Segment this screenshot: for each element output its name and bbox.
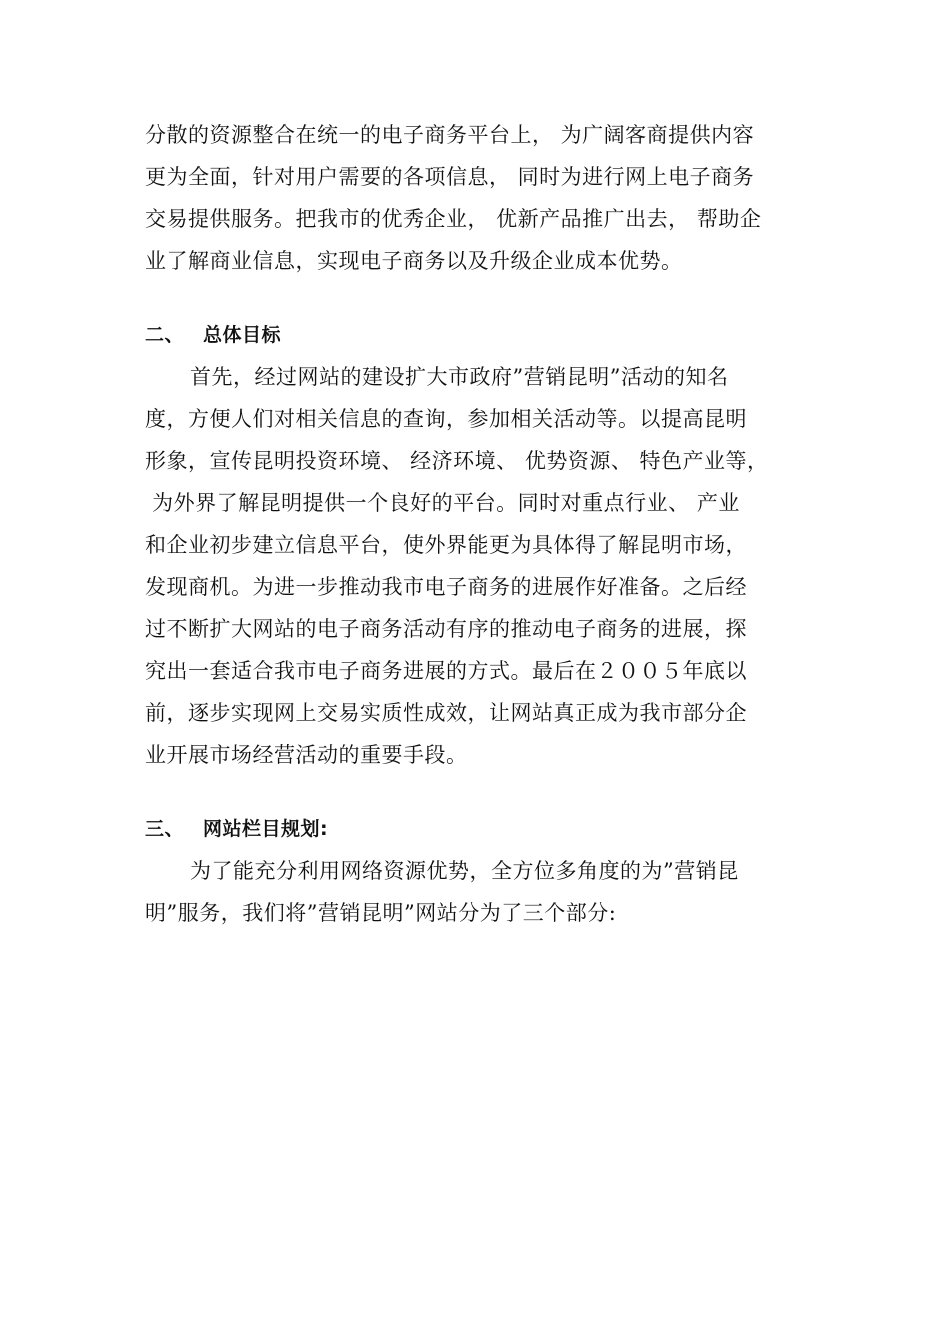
- paragraph-line: 业了解商业信息，实现电子商务以及升级企业成本优势。: [145, 249, 683, 273]
- paragraph-line: 为了能充分利用网络资源优势，全方位多角度的为”营销昆: [190, 859, 739, 883]
- paragraph-line: 究出一套适合我市电子商务进展的方式。最后在２００５年底以: [145, 659, 747, 683]
- section-heading: [145, 814, 825, 844]
- paragraph-line: 形象，宣传昆明投资环境、 经济环境、 优势资源、 特色产业等，: [145, 449, 769, 473]
- paragraph-line: 和企业初步建立信息平台，使外界能更为具体得了解昆明市场，: [145, 533, 747, 557]
- paragraph-line: 分散的资源整合在统一的电子商务平台上， 为广阔客商提供内容: [145, 123, 755, 147]
- section-title: 网站栏目规划:: [203, 818, 329, 840]
- section-number: 二、: [145, 324, 185, 346]
- section-title: 总体目标: [203, 324, 282, 346]
- paragraph-line: 首先，经过网站的建设扩大市政府”营销昆明”活动的知名: [190, 365, 729, 389]
- paragraph-line: 为外界了解昆明提供一个良好的平台。同时对重点行业、 产业: [145, 491, 740, 515]
- section-heading: [145, 320, 825, 350]
- paragraph-line: 业开展市场经营活动的重要手段。: [145, 743, 468, 767]
- paragraph-line: 发现商机。为进一步推动我市电子商务的进展作好准备。之后经: [145, 575, 747, 599]
- section-number: 三、: [145, 818, 185, 840]
- paragraph-line: 度，方便人们对相关信息的查询，参加相关活动等。以提高昆明: [145, 407, 747, 431]
- paragraph-line: 更为全面，针对用户需要的各项信息， 同时为进行网上电子商务: [145, 165, 755, 189]
- paragraph-line: 交易提供服务。把我市的优秀企业， 优新产品推广出去， 帮助企: [145, 207, 762, 231]
- paragraph-line: 前，逐步实现网上交易实质性成效，让网站真正成为我市部分企: [145, 701, 747, 725]
- paragraph-line: 过不断扩大网站的电子商务活动有序的推动电子商务的进展，探: [145, 617, 747, 641]
- paragraph-line: 明”服务，我们将”营销昆明”网站分为了三个部分:: [145, 901, 617, 925]
